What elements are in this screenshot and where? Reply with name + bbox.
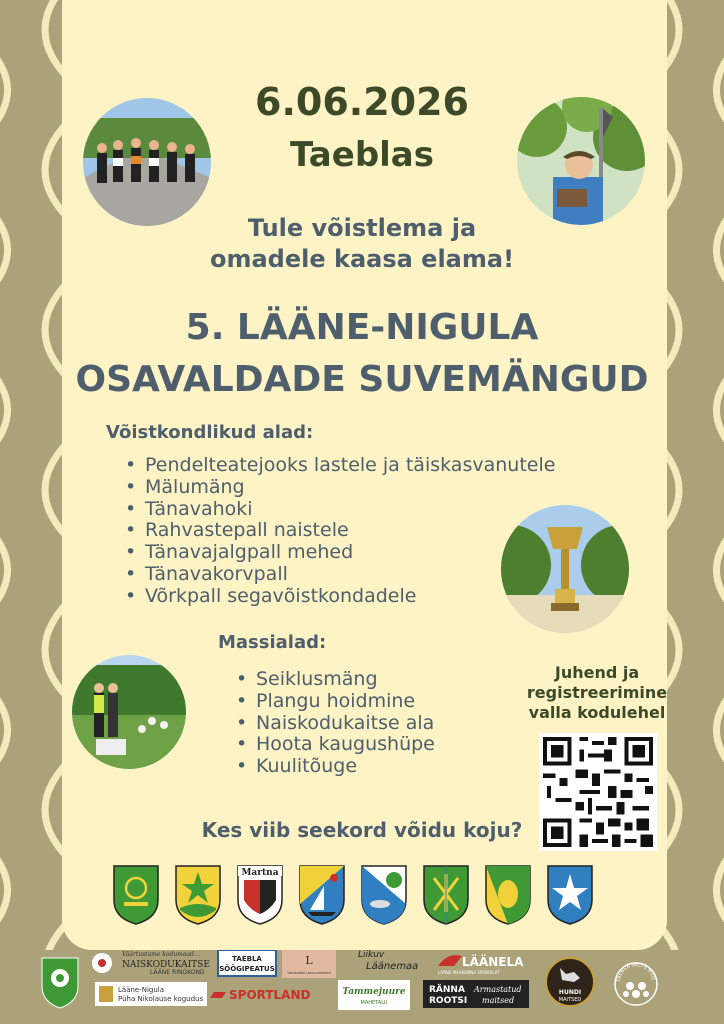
photo-participants [72, 655, 186, 769]
list-item: • Seiklusmäng [232, 669, 435, 691]
liikuv-text-1: Liikuv [358, 950, 385, 960]
list-item: • Tänavajalgpall mehed [121, 542, 555, 564]
tammejuure-text-1: Tammejuure [342, 987, 406, 997]
crest-icon [486, 866, 530, 924]
taebla-sook-text-2: SÖÖGIPEATUS [219, 965, 275, 973]
tammejuure-text-2: MAHETALU [360, 1000, 388, 1006]
taebla-selts-text: TAEBLA SELTS MTÜ [615, 961, 656, 983]
ranna-rootsi-logo [423, 980, 529, 1008]
team-events-heading: Võistkondlikud alad: [106, 422, 314, 443]
laane-nigula-crest-icon [42, 958, 78, 1008]
ranna-text-2: ROOTSI [429, 996, 468, 1006]
list-item: • Plangu hoidmine [232, 691, 435, 713]
crest-icon [300, 866, 344, 924]
team-events-list [121, 455, 555, 608]
crest-icon [548, 866, 592, 924]
lendudele-logo [282, 950, 336, 978]
crest-icon [114, 866, 158, 924]
crest-icon [424, 866, 468, 924]
event-date: 6.06.2026 [255, 80, 469, 124]
registration-line-1: Juhend ja [554, 663, 640, 682]
list-item: • Pendelteatejooks lastele ja täiskasvanutele [121, 455, 555, 477]
event-title [0, 302, 724, 406]
sportland-text: SPORTLAND [229, 988, 311, 1002]
ranna-text-4: maitsed [482, 996, 515, 1005]
list-item: • Kuulitõuge [232, 756, 435, 778]
tammejuure-logo [338, 980, 410, 1010]
tagline [0, 213, 724, 275]
list-item: • Rahvastepall naistele [121, 520, 555, 542]
naiskodukaitse-text-1: Väärtustame kodumaad… [122, 951, 200, 958]
hundi-text-2: MAITSED [558, 997, 582, 1003]
list-item: • Võrkpall segavõistkondadele [121, 586, 555, 608]
event-title-line-1: 5. LÄÄNE-NIGULA [185, 307, 539, 348]
closing-question: Kes viib seekord võidu koju? [201, 818, 523, 842]
list-item: • Naiskodukaitse ala [232, 713, 435, 735]
event-title-line-2: OSAVALDADE SUVEMÄNGUD [75, 359, 649, 400]
koguduse-text-2: Püha Nikolause kogudus [118, 995, 204, 1003]
laanela-subtext: LÄÄNE MAAKONNA SPORDILIIT [438, 970, 500, 975]
ranna-text-1: RÄNNA [429, 985, 465, 995]
list-item: • Mälumäng [121, 477, 555, 499]
list-item: • Hoota kaugushüpe [232, 734, 435, 756]
naiskodukaitse-text-3: LÄÄNE RINGKOND [150, 969, 205, 976]
list-item: • Tänavakorvpall [121, 564, 555, 586]
hundi-maitsed-logo [546, 958, 594, 1006]
koguduse-text-1: Lääne-Nigula [118, 986, 165, 994]
crest-label-martna: Martna [241, 868, 279, 878]
sponsor-logos [0, 950, 724, 1024]
crest-icon [362, 866, 406, 924]
tagline-line-1: Tule võistlema ja [247, 214, 477, 242]
taebla-soogipeatus-logo [218, 950, 276, 976]
registration-line-2: registreerimine [526, 683, 668, 702]
svg-text:L: L [305, 954, 313, 967]
municipality-crests [110, 864, 600, 926]
liikuv-text-2: Läänemaa [366, 961, 419, 972]
crest-icon [176, 866, 220, 924]
naiskodukaitse-text-2: NAISKODUKAITSE [122, 960, 210, 970]
tagline-line-2: omadele kaasa elama! [209, 245, 515, 273]
ranna-text-3: Armastatud [474, 985, 522, 994]
laanela-text: LÄÄNELA [462, 955, 524, 969]
taebla-sook-text-1: TAEBLA [232, 955, 262, 963]
koguduse-logo [95, 982, 207, 1006]
list-item: • Tänavahoki [121, 499, 555, 521]
registration-line-3: valla kodulehel [528, 703, 666, 722]
event-place: Taeblas [290, 135, 434, 175]
mass-events-heading: Massialad: [218, 632, 327, 653]
crest-icon [238, 866, 282, 924]
lendudele-text: Lendudele Lennumeistrid [287, 971, 331, 975]
registration-info [522, 663, 672, 723]
mass-events-list [232, 669, 435, 778]
hundi-text-1: HUNDI [558, 989, 582, 996]
